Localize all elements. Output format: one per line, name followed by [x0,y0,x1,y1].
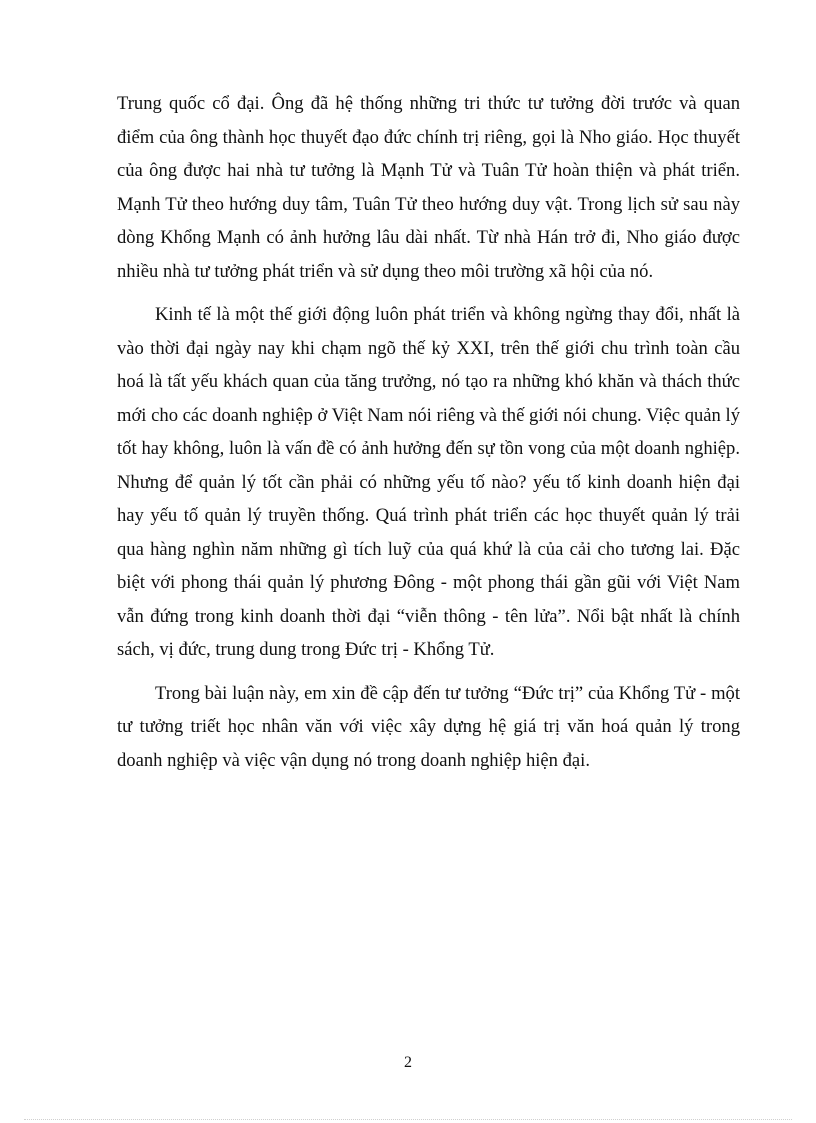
paragraph-economy: Kinh tế là một thế giới động luôn phát triển và không ngừng thay đổi, nhất là vào thời đại ngày nay khi chạm ngõ thế kỷ XXI, trên thế giới chu trình toàn cầu hoá là tất yếu khách quan của tăng trưởng, nó tạo ra những khó khăn và thách thức mới cho các doanh nghiệp ở Việt Nam nói riêng và thế giới nói chung. Việc quản lý tốt hay không, luôn là vấn đề có ảnh hưởng đến sự tồn vong của một doanh nghiệp. Nhưng để quản lý tốt cần phải có những yếu tố nào? yếu tố kinh doanh hiện đại hay yếu tố quản lý truyền thống. Quá trình phát triển các học thuyết quản lý trải qua hàng nghìn năm những gì tích luỹ của quá khứ là của cải cho tương lai. Đặc biệt với phong thái quản lý phương Đông - một phong thái gần gũi với Việt Nam vẫn đứng trong kinh doanh thời đại “viễn thông - tên lửa”. Nổi bật nhất là chính sách, vị đức, trung dung trong Đức trị - Khổng Tử. [117,304,740,660]
page-number: 2 [404,1054,412,1071]
paragraph-continuation: Trung quốc cổ đại. Ông đã hệ thống những tri thức tư tưởng đời trước và quan điểm của ông thành học thuyết đạo đức chính trị riêng, gọi là Nho giáo. Học thuyết của ông được hai nhà tư tưởng là Mạnh Tử và Tuân Tử hoàn thiện và phát triển. Mạnh Tử theo hướng duy tâm, Tuân Tử theo hướng duy vật. Trong lịch sử sau này dòng Khổng Mạnh có ảnh hưởng lâu dài nhất. Từ nhà Hán trở đi, Nho giáo được nhiều nhà tư tưởng phát triển và sử dụng theo môi trường xã hội của nó. [117,93,740,282]
document-body [117,87,740,787]
page-bottom-divider [24,1119,792,1120]
paragraph-essay-intro: Trong bài luận này, em xin đề cập đến tư tưởng “Đức trị” của Khổng Tử - một tư tưởng triết học nhân văn với việc xây dựng hệ giá trị văn hoá quản lý trong doanh nghiệp và việc vận dụng nó trong doanh nghiệp hiện đại. [117,682,740,771]
